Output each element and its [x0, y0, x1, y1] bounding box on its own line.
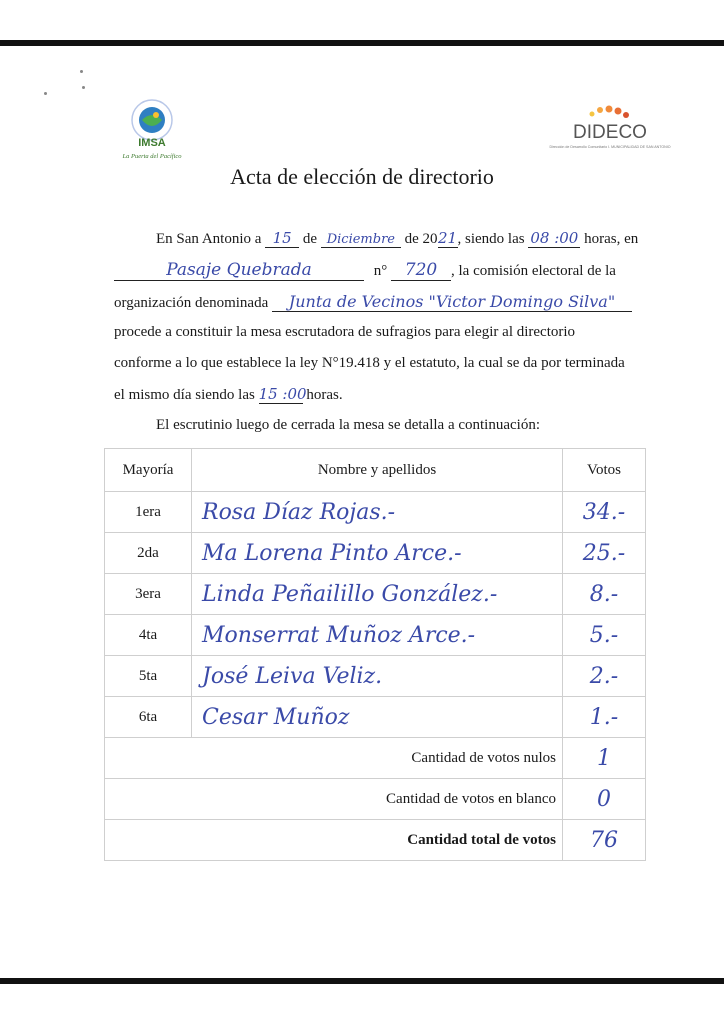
field-start-time: 08 :00	[530, 229, 579, 247]
name-cell: Ma Lorena Pinto Arce.-	[192, 533, 563, 574]
votes-cell: 2.-	[563, 656, 646, 697]
text-numero: n°	[373, 263, 388, 279]
text-organizacion: organización denominada	[114, 295, 269, 311]
imsa-logo	[112, 96, 192, 166]
rank-cell: 2da	[105, 533, 192, 574]
text-horas-en: horas, en	[584, 231, 639, 247]
total-votes-row	[105, 820, 646, 861]
body-line-5: conforme a lo que establece la ley N°19.418 y el estatuto, la cual se da por terminada	[114, 355, 625, 371]
total-votes-label: Cantidad total de votos	[105, 820, 563, 861]
scan-speck	[80, 70, 83, 73]
name-cell: Cesar Muñoz	[192, 697, 563, 738]
body-line-2	[114, 260, 616, 281]
imsa-logo-tagline: La Puerta del Pacífico	[122, 153, 182, 160]
blank-votes-label: Cantidad de votos en blanco	[105, 779, 563, 820]
results-table	[104, 448, 646, 861]
field-year: 21	[437, 229, 458, 247]
text-de-20: de 20	[404, 231, 438, 247]
votes-cell: 25.-	[563, 533, 646, 574]
table-row	[105, 656, 646, 697]
blank-votes-value: 0	[563, 779, 646, 820]
name-cell: Monserrat Muñoz Arce.-	[192, 615, 563, 656]
table-row	[105, 492, 646, 533]
table-row	[105, 533, 646, 574]
header-nombre: Nombre y apellidos	[192, 449, 563, 492]
null-votes-value: 1	[563, 738, 646, 779]
dideco-logo	[549, 104, 671, 158]
scan-speck	[82, 86, 85, 89]
dideco-logo-text: DIDECO	[573, 122, 647, 143]
votes-cell: 5.-	[563, 615, 646, 656]
table-header-row	[105, 449, 646, 492]
table-row	[105, 574, 646, 615]
scan-bottom-border	[0, 978, 724, 984]
null-votes-label: Cantidad de votos nulos	[105, 738, 563, 779]
rank-cell: 4ta	[105, 615, 192, 656]
field-day: 15	[265, 229, 299, 248]
body-line-6	[114, 385, 343, 404]
table-row	[105, 697, 646, 738]
body-line-7: El escrutinio luego de cerrada la mesa se detalla a continuación:	[156, 417, 541, 433]
text-siendo: , siendo las	[457, 231, 525, 247]
votes-cell: 34.-	[563, 492, 646, 533]
null-votes-row	[105, 738, 646, 779]
text-mismo-dia: el mismo día siendo las	[114, 387, 255, 403]
field-address-number: 720	[391, 260, 451, 281]
table-row	[105, 615, 646, 656]
blank-votes-row	[105, 779, 646, 820]
total-votes-value: 76	[563, 820, 646, 861]
name-cell: Linda Peñailillo González.-	[192, 574, 563, 615]
header-votos: Votos	[563, 449, 646, 492]
text-horas: horas.	[306, 387, 343, 403]
field-organization: Junta de Vecinos "Victor Domingo Silva"	[272, 292, 632, 312]
votes-cell: 8.-	[563, 574, 646, 615]
imsa-logo-text: IMSA	[138, 137, 166, 149]
name-cell: Rosa Díaz Rojas.-	[192, 492, 563, 533]
rank-cell: 6ta	[105, 697, 192, 738]
header-mayoria: Mayoría	[105, 449, 192, 492]
rank-cell: 1era	[105, 492, 192, 533]
field-month: Diciembre	[321, 232, 401, 248]
body-line-3	[114, 292, 632, 312]
name-cell: José Leiva Veliz.	[192, 656, 563, 697]
document-title: Acta de elección de directorio	[230, 164, 494, 189]
dideco-logo-subtext: Dirección de Desarrollo Comunitario I. MUNICIPALIDAD DE SAN ANTONIO	[549, 145, 671, 149]
field-end-time: 15 :00	[258, 385, 307, 403]
body-line-1	[156, 229, 638, 248]
text-comision: , la comisión electoral de la	[451, 263, 616, 279]
body-line-4: procede a constituir la mesa escrutadora de sufragios para elegir al directorio	[114, 324, 576, 340]
scan-top-border	[0, 40, 724, 46]
text-san-antonio: En San Antonio a	[156, 231, 262, 247]
text-de: de	[302, 231, 318, 247]
scan-speck	[44, 92, 47, 95]
rank-cell: 3era	[105, 574, 192, 615]
field-address: Pasaje Quebrada	[114, 260, 364, 281]
votes-cell: 1.-	[563, 697, 646, 738]
rank-cell: 5ta	[105, 656, 192, 697]
